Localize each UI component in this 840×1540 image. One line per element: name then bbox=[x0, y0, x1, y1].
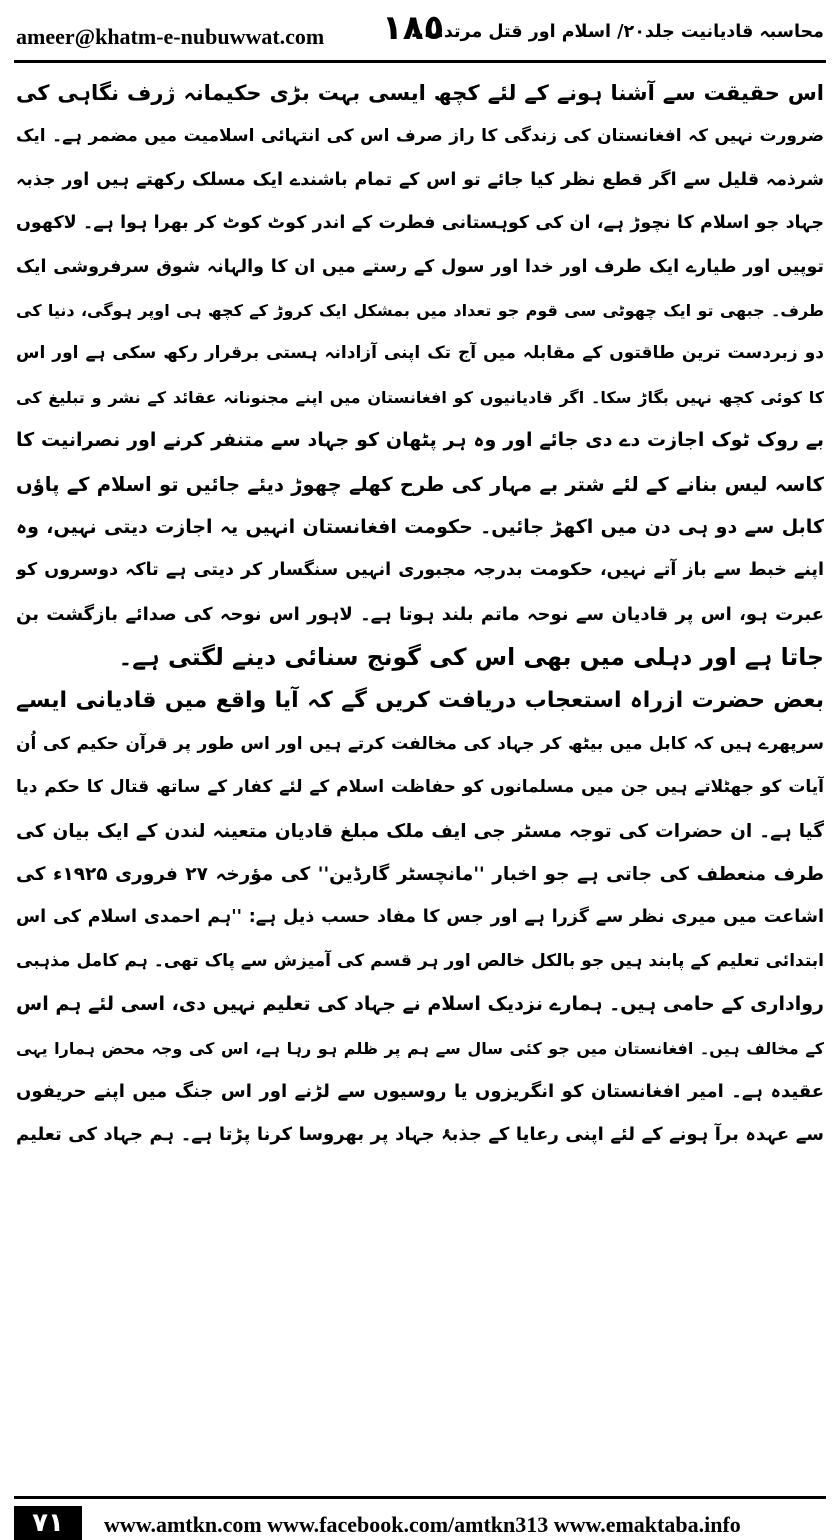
header-divider bbox=[14, 60, 826, 63]
header-book-title: محاسبہ قادیانیت جلد۲۰/ اسلام اور قتل مرتد..... bbox=[410, 22, 824, 42]
text-line: عبرت ہو، اس پر قادیان سے نوحہ ماتم بلند ہوتا ہے۔ لاہور اس نوحہ کی صدائے بازگشت بن bbox=[16, 603, 824, 625]
footer-page-number: ۷۱ bbox=[14, 1506, 82, 1540]
text-line: ضرورت نہیں کہ افغانستان کی زندگی کا راز صرف اس کی انتہائی اسلامیت میں مضمر ہے۔ ایک bbox=[16, 126, 824, 147]
article-body bbox=[16, 72, 824, 1490]
text-line: ابتدائی تعلیم کے پابند ہیں جو بالکل خالص اور ہر قسم کی آمیزش سے پاک تھی۔ ہم کامل مذہبی bbox=[16, 950, 824, 971]
text-line: رواداری کے حامی ہیں۔ ہمارے نزدیک اسلام نے جہاد کی تعلیم نہیں دی، اسی لئے ہم اس bbox=[16, 993, 824, 1016]
footer-links: www.amtkn.com www.facebook.com/amtkn313 www.emaktaba.info bbox=[104, 1512, 741, 1537]
text-line: عقیدہ ہے۔ امیر افغانستان کو انگریزوں یا روسیوں سے لڑنے اور اس جنگ میں اپنے حریفوں bbox=[16, 1080, 824, 1102]
text-line: اشاعت میں میری نظر سے گزرا ہے اور جس کا مفاد حسب ذیل ہے: ''ہم احمدی اسلام کی اس bbox=[16, 907, 824, 928]
header-email: ameer@khatm-e-nubuwwat.com bbox=[16, 24, 325, 49]
footer-divider bbox=[14, 1496, 826, 1499]
text-line: جہاد جو اسلام کا نچوڑ ہے، ان کی کوہستانی فطرت کے اندر کوٹ کوٹ کر بھرا ہوا ہے۔ لاکھوں bbox=[16, 213, 824, 234]
text-line: بے روک ٹوک اجازت دے دی جائے اور وہ ہر پٹھان کو جہاد سے متنفر کرنے اور نصرانیت کا bbox=[16, 429, 824, 452]
text-line: اپنے خبط سے باز آتے نہیں، حکومت بدرجہ مجبوری انہیں سنگسار کر دیتی ہے تاکہ دوسروں کو bbox=[16, 560, 824, 581]
text-line: طرف منعطف کی جاتی ہے جو اخبار ''مانچسٹر گارڈین'' کی مؤرخہ ۲۷ فروری ۱۹۲۵ء کی bbox=[16, 864, 824, 886]
text-line: دو زبردست ترین طاقتوں کے مقابلہ میں آج تک اپنی آزادانہ ہستی برقرار رکھ سکی ہے اور اس bbox=[16, 343, 824, 364]
text-line: کابل سے دو ہی دن میں اکھڑ جائیں۔ حکومت افغانستان انہیں یہ اجازت دیتی نہیں، وہ bbox=[16, 515, 824, 538]
header-page-number: ١٨٥ bbox=[382, 8, 445, 48]
text-line: کا کوئی کچھ نہیں بگاڑ سکا۔ اگر قادیانیوں کو افغانستان میں اپنے مجنونانہ عقائد کے نشر و تبلیغ کی bbox=[16, 387, 824, 407]
text-line: شرذمہ قلیل سے اگر قطع نظر کیا جائے تو اس کے تمام باشندے ایک مسلک رکھتے ہیں اور جذبہ bbox=[16, 169, 824, 190]
text-line: گیا ہے۔ ان حضرات کی توجہ مسٹر جی ایف ملک مبلغ قادیان متعینہ لندن کے ایک بیان کی bbox=[16, 820, 824, 842]
text-line: سرپھرے ہیں کہ کابل میں بیٹھ کر جہاد کی مخالفت کرتے ہیں اور اس طور پر قرآن حکیم کی اُن bbox=[16, 733, 824, 754]
text-line: آیات کو جھٹلاتے ہیں جن میں مسلمانوں کو حفاظت اسلام کے لئے کفار کے ساتھ قتال کا حکم دیا bbox=[16, 777, 824, 798]
page-header bbox=[0, 0, 840, 62]
text-line: بعض حضرت ازراہ استعجاب دریافت کریں گے کہ آیا واقع میں قادیانی ایسے bbox=[16, 688, 824, 714]
text-line: جاتا ہے اور دہلی میں بھی اس کی گونج سنائی دینے لگتی ہے۔ bbox=[118, 643, 824, 672]
text-line: کاسہ لیس بنانے کے لئے شتر بے مہار کی طرح کھلے چھوڑ دیئے جائیں تو اسلام کے پاؤں bbox=[16, 472, 824, 496]
text-line: توپیں اور طیارے ایک طرف اور خدا اور سول کے رستے میں ان کا والہانہ شوق سرفروشی ایک bbox=[16, 256, 824, 277]
text-line: کے مخالف ہیں۔ افغانستان میں جو کئی سال سے ہم پر ظلم ہو رہا ہے، اس کی وجہ محض ہمارا یہی bbox=[16, 1038, 824, 1058]
text-line: طرف۔ جبھی تو ایک چھوٹی سی قوم جو تعداد میں بمشکل ایک کروڑ کے کچھ ہی اوپر ہوگی، دنیا کی bbox=[16, 300, 824, 320]
page-footer bbox=[0, 1500, 840, 1540]
text-line: سے عہدہ برآ ہونے کے لئے اپنی رعایا کے جذبۂ جہاد پر بھروسا کرنا پڑتا ہے۔ ہم جہاد کی تعلیم bbox=[16, 1124, 824, 1146]
text-line: اس حقیقت سے آشنا ہونے کے لئے کچھ ایسی بہت بڑی حکیمانہ ژرف نگاہی کی bbox=[16, 81, 824, 105]
